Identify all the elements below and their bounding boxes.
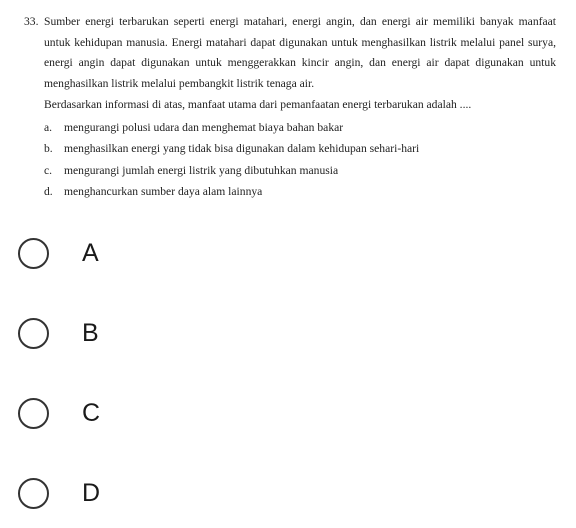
option-text: menghasilkan energi yang tidak bisa digunakan dalam kehidupan sehari-hari: [64, 142, 420, 155]
radio-button-d[interactable]: [18, 478, 49, 509]
answer-choice-d[interactable]: [18, 473, 100, 513]
answer-label-d: D: [82, 478, 101, 507]
question-text: Sumber energi terbarukan seperti energi matahari, energi angin, dan energi air memiliki banyak manfaat untuk kehidupan manusia. Energi matahari dapat digunakan untuk menghasilkan listrik melalui panel surya, energi angin dapat digunakan untuk menggerakkan kincir angin, dan energi air dapat digunakan untuk menghasilkan listrik melalui pembangkit listrik tenaga air.: [44, 15, 556, 90]
radio-button-b[interactable]: [18, 318, 49, 349]
answer-choice-a[interactable]: [18, 233, 99, 273]
option-letter: a.: [44, 120, 53, 134]
option-letter: d.: [44, 185, 53, 198]
option-text: mengurangi jumlah energi listrik yang dibutuhkan manusia: [64, 163, 339, 177]
answer-label-b: B: [82, 318, 99, 347]
answer-label-c: C: [82, 398, 101, 427]
option-letter: b.: [44, 142, 53, 155]
answer-choice-b[interactable]: [18, 313, 99, 353]
radio-button-a[interactable]: [18, 238, 49, 269]
question-prompt: Berdasarkan informasi di atas, manfaat utama dari pemanfaatan energi terbarukan adalah ....: [44, 98, 472, 111]
answer-choice-c[interactable]: [18, 393, 100, 433]
question-number: 33.: [24, 15, 39, 28]
option-text: menghancurkan sumber daya alam lainnya: [64, 185, 263, 198]
answer-label-a: A: [82, 238, 99, 267]
option-letter: c.: [44, 163, 53, 177]
option-text: mengurangi polusi udara dan menghemat biaya bahan bakar: [64, 120, 344, 134]
radio-button-c[interactable]: [18, 398, 49, 429]
